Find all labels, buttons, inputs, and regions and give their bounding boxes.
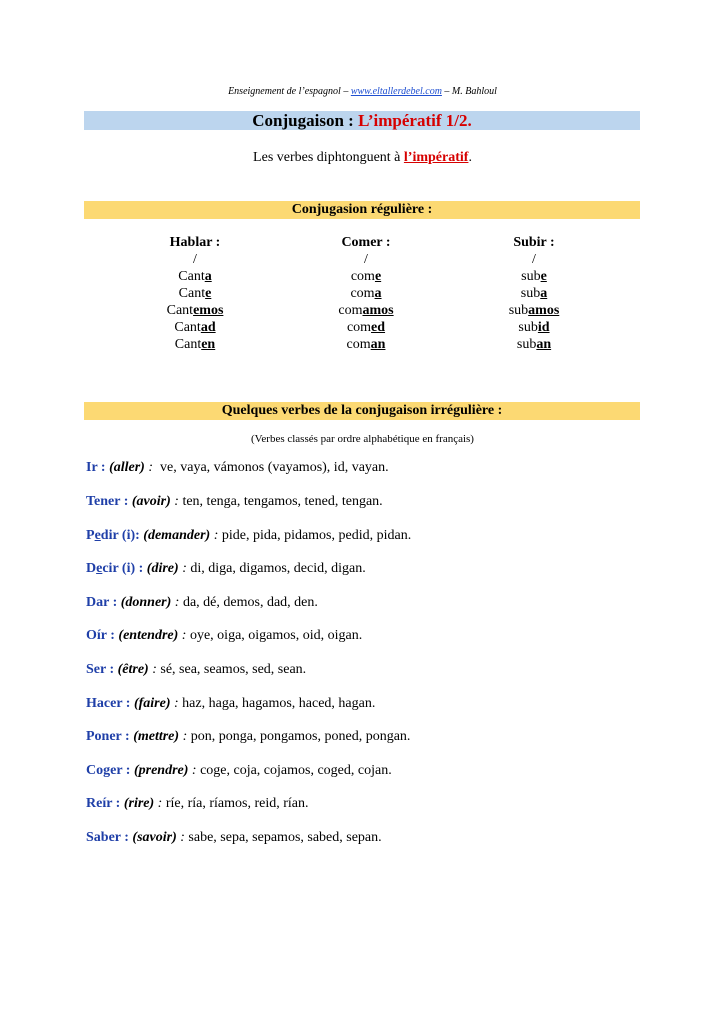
irregular-note: (Verbes classés par ordre alphabétique en français) bbox=[251, 433, 474, 445]
verb-name bbox=[86, 662, 118, 677]
conjugation-form bbox=[454, 302, 614, 319]
verb-name-part: Coger : bbox=[86, 763, 134, 778]
verb-translation: (savoir) bbox=[132, 830, 177, 845]
conjugation-form bbox=[286, 302, 446, 319]
verb-forms: da, dé, demos, dad, den. bbox=[182, 595, 318, 610]
verb-stem: com bbox=[338, 303, 363, 318]
verb-stem: sub bbox=[521, 269, 541, 284]
verb-translation: (donner) bbox=[120, 595, 172, 610]
verb-name-part: P bbox=[86, 528, 95, 543]
verb-stem: com bbox=[350, 269, 375, 284]
verb-translation: (entendre) bbox=[118, 628, 179, 643]
verb-translation: (aller) bbox=[109, 460, 145, 475]
verb-entry bbox=[86, 662, 306, 678]
verb-forms: sé, sea, seamos, sed, sean. bbox=[160, 662, 307, 677]
verb-separator: : bbox=[171, 595, 183, 610]
verb-separator: : bbox=[148, 662, 161, 677]
verb-separator: : bbox=[154, 796, 166, 811]
subtitle-highlight: l’impératif bbox=[403, 150, 469, 165]
verb-ending: id bbox=[537, 320, 550, 335]
verb-stem: Cant bbox=[174, 320, 201, 335]
column-header: Subir : bbox=[513, 235, 555, 250]
verb-translation: (faire) bbox=[133, 696, 171, 711]
verb-entry bbox=[86, 696, 375, 712]
verb-translation: (prendre) bbox=[133, 763, 189, 778]
irregular-section-heading: Quelques verbes de la conjugaison irrégulière : bbox=[84, 402, 640, 420]
verb-entry bbox=[86, 460, 389, 476]
verb-name-part: cir (i) : bbox=[102, 561, 147, 576]
verb-stem: sub bbox=[520, 286, 541, 301]
verb-name bbox=[86, 729, 133, 744]
conjugation-form bbox=[286, 268, 446, 285]
title-part-1: Conjugaison : bbox=[252, 111, 359, 130]
conjugation-form bbox=[115, 319, 275, 336]
verb-forms: pon, ponga, pongamos, poned, pongan. bbox=[190, 729, 411, 744]
subtitle-text: Les verbes diphtonguent à bbox=[253, 150, 404, 165]
verb-forms: sabe, sepa, sepamos, sabed, sepan. bbox=[188, 830, 382, 845]
verb-name bbox=[86, 528, 143, 543]
verb-ending: e bbox=[205, 286, 212, 301]
verb-name bbox=[86, 763, 134, 778]
verb-name-part: dir (i): bbox=[100, 528, 144, 543]
verb-ending: a bbox=[204, 269, 212, 284]
verb-name bbox=[86, 696, 134, 711]
column-header: Comer : bbox=[341, 235, 391, 250]
verb-forms: haz, haga, hagamos, haced, hagan. bbox=[182, 696, 376, 711]
verb-entry bbox=[86, 494, 383, 510]
conjugation-form bbox=[115, 336, 275, 353]
verb-name-part: D bbox=[86, 561, 97, 576]
verb-name bbox=[86, 628, 118, 643]
verb-separator: : bbox=[178, 628, 190, 643]
verb-entry bbox=[86, 796, 309, 812]
verb-forms: ve, vaya, vámonos (vayamos), id, vayan. bbox=[160, 460, 389, 475]
verb-stem: Cant bbox=[178, 269, 205, 284]
verb-translation: (dire) bbox=[146, 561, 179, 576]
verb-name-part: Hacer : bbox=[86, 696, 134, 711]
verb-entry bbox=[86, 628, 362, 644]
regular-section-heading: Conjugasion régulière : bbox=[84, 201, 640, 219]
verb-separator: : bbox=[170, 494, 183, 509]
website-link[interactable]: www.eltallerdebel.com bbox=[350, 86, 442, 97]
verb-ending: amos bbox=[362, 303, 394, 318]
title-part-2: L’impératif 1/2. bbox=[358, 111, 472, 130]
conjugation-form bbox=[115, 285, 275, 302]
verb-forms: di, diga, digamos, decid, digan. bbox=[190, 561, 366, 576]
verb-entry bbox=[86, 830, 382, 846]
verb-stem: sub bbox=[518, 320, 538, 335]
conjugation-form bbox=[115, 302, 275, 319]
column-slash: / bbox=[364, 252, 368, 267]
verb-ending: emos bbox=[193, 303, 224, 318]
conjugation-column bbox=[115, 234, 275, 353]
verb-ending: ed bbox=[371, 320, 386, 335]
column-header: Hablar : bbox=[169, 235, 221, 250]
verb-entry bbox=[86, 763, 392, 779]
verb-name-part: Poner : bbox=[86, 729, 134, 744]
verb-forms: ríe, ría, ríamos, reid, rían. bbox=[165, 796, 309, 811]
conjugation-form bbox=[286, 285, 446, 302]
conjugation-column bbox=[454, 234, 614, 353]
conjugation-form bbox=[115, 268, 275, 285]
verb-entry bbox=[86, 528, 411, 544]
verb-name bbox=[86, 595, 121, 610]
verb-ending: e bbox=[540, 269, 547, 284]
page-title bbox=[84, 111, 640, 130]
verb-stem: com bbox=[346, 337, 371, 352]
verb-ending: an bbox=[536, 337, 552, 352]
verb-separator: : bbox=[178, 561, 191, 576]
verb-separator: : bbox=[144, 460, 161, 475]
verb-forms: ten, tenga, tengamos, tened, tengan. bbox=[182, 494, 383, 509]
verb-forms: pide, pida, pidamos, pedid, pidan. bbox=[221, 528, 412, 543]
verb-entry bbox=[86, 595, 318, 611]
verb-name-part: Dar : bbox=[86, 595, 121, 610]
verb-stem: sub bbox=[508, 303, 529, 318]
verb-ending: amos bbox=[528, 303, 560, 318]
verb-ending: a bbox=[374, 286, 382, 301]
verb-ending: e bbox=[374, 269, 382, 284]
subtitle bbox=[0, 150, 725, 166]
conjugation-form bbox=[454, 319, 614, 336]
verb-translation: (demander) bbox=[143, 528, 211, 543]
header-prefix: Enseignement de l’espagnol – bbox=[228, 86, 351, 97]
verb-stem: sub bbox=[516, 337, 537, 352]
verb-entry bbox=[86, 561, 366, 577]
conjugation-form bbox=[286, 336, 446, 353]
conjugation-form bbox=[454, 285, 614, 302]
page-header bbox=[0, 86, 725, 97]
verb-translation: (mettre) bbox=[133, 729, 180, 744]
verb-name-part: Ser : bbox=[86, 662, 118, 677]
verb-separator: : bbox=[170, 696, 183, 711]
verb-ending: en bbox=[201, 337, 216, 352]
subtitle-end: . bbox=[468, 150, 472, 165]
verb-name-part: Tener : bbox=[86, 494, 132, 509]
conjugation-form bbox=[286, 319, 446, 336]
column-slash: / bbox=[532, 252, 536, 267]
verb-translation: (avoir) bbox=[131, 494, 171, 509]
verb-separator: : bbox=[179, 729, 191, 744]
conjugation-form bbox=[454, 268, 614, 285]
verb-separator: : bbox=[188, 763, 201, 778]
verb-stem: Cant bbox=[166, 303, 194, 318]
verb-forms: oye, oiga, oigamos, oid, oigan. bbox=[189, 628, 363, 643]
verb-separator: : bbox=[176, 830, 189, 845]
verb-translation: (être) bbox=[117, 662, 149, 677]
header-suffix: – M. Bahloul bbox=[441, 86, 497, 97]
verb-entry bbox=[86, 729, 410, 745]
verb-name bbox=[86, 561, 147, 576]
verb-name-part: Reír : bbox=[86, 796, 124, 811]
verb-stem: Cant bbox=[174, 337, 202, 352]
verb-name-part: Saber : bbox=[86, 830, 133, 845]
verb-name-part: e bbox=[96, 561, 103, 576]
verb-name-part: Oír : bbox=[86, 628, 119, 643]
column-slash: / bbox=[193, 252, 197, 267]
verb-stem: com bbox=[350, 286, 375, 301]
verb-ending: an bbox=[370, 337, 386, 352]
verb-ending: a bbox=[540, 286, 548, 301]
verb-separator: : bbox=[210, 528, 222, 543]
verb-name-part: e bbox=[94, 528, 101, 543]
verb-translation: (rire) bbox=[123, 796, 155, 811]
conjugation-column bbox=[286, 234, 446, 353]
verb-name bbox=[86, 460, 109, 475]
verb-stem: Cant bbox=[178, 286, 206, 301]
verb-stem: com bbox=[346, 320, 372, 335]
verb-name bbox=[86, 830, 132, 845]
verb-name bbox=[86, 796, 124, 811]
conjugation-form bbox=[454, 336, 614, 353]
verb-forms: coge, coja, cojamos, coged, cojan. bbox=[200, 763, 392, 778]
verb-ending: ad bbox=[200, 320, 216, 335]
verb-name-part: Ir : bbox=[86, 460, 110, 475]
verb-name bbox=[86, 494, 132, 509]
